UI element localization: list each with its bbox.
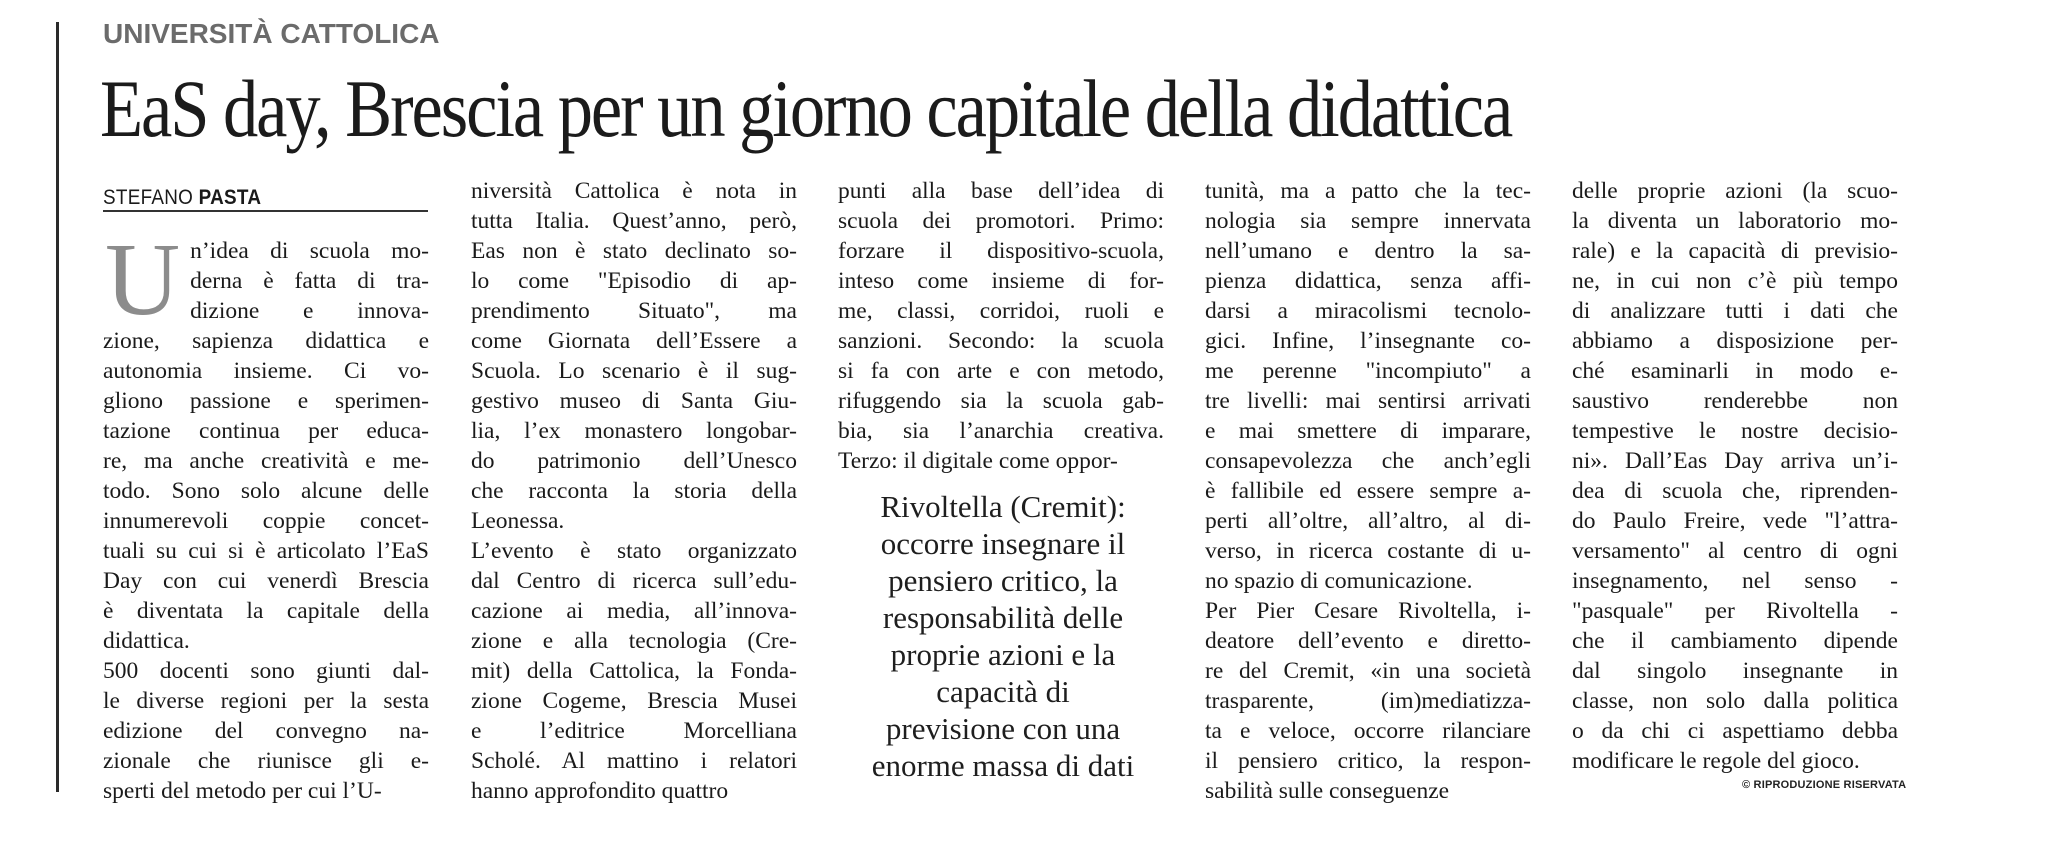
pull-quote-line: pensiero critico, la <box>888 563 1118 598</box>
text-line: ta e veloce, occorre rilanciare <box>1205 718 1531 744</box>
text-line: do patrimonio dell’Unesco <box>471 448 797 474</box>
text-line: re del Cremit, «in una società <box>1205 658 1531 684</box>
text-line: la diventa un laboratorio mo- <box>1572 208 1898 234</box>
article-column-1 <box>103 222 429 806</box>
byline-last-name: PASTA <box>198 186 262 209</box>
text-line: tre livelli: mai sentirsi arrivati <box>1205 388 1531 414</box>
text-line: è fallibile ed essere sempre a- <box>1205 478 1531 504</box>
text-line: e l’editrice Morcelliana <box>471 718 797 744</box>
text-line: ne, in cui non c’è più tempo <box>1572 268 1898 294</box>
text-line: verso, in ricerca costante di u- <box>1205 538 1531 564</box>
pull-quote-line: capacità di <box>936 674 1070 709</box>
text-line: edizione del convegno na- <box>103 718 429 744</box>
text-line: zione e alla tecnologia (Cre- <box>471 628 797 654</box>
text-line: dizione e innova- <box>190 298 429 324</box>
pull-quote-line: previsione con una <box>885 711 1121 746</box>
text-line: lia, l’ex monastero longobar- <box>471 418 797 444</box>
byline-first-name: STEFANO <box>103 186 194 209</box>
pull-quote-line: enorme massa di dati <box>871 748 1135 783</box>
text-line: no spazio di comunicazione. <box>1205 568 1473 594</box>
drop-cap: U <box>105 222 181 337</box>
text-line: lo come "Episodio di ap- <box>471 268 797 294</box>
pull-quote-line: Rivoltella (Cremit): <box>880 489 1126 524</box>
text-line: n’idea di scuola mo- <box>190 238 429 264</box>
text-line: e mai smettere di imparare, <box>1205 418 1531 444</box>
text-line: sanzioni. Secondo: la scuola <box>838 328 1164 354</box>
copyright-notice: © RIPRODUZIONE RISERVATA <box>1742 779 1907 791</box>
column-3-text <box>838 176 1164 476</box>
text-line: tazione continua per educa- <box>103 418 429 444</box>
text-line: L’evento è stato organizzato <box>471 538 797 564</box>
text-line: che il cambiamento dipende <box>1572 628 1898 654</box>
text-line: Per Pier Cesare Rivoltella, i- <box>1205 598 1531 624</box>
text-line: dal Centro di ricerca sull’edu- <box>471 568 797 594</box>
byline-underline <box>103 210 428 212</box>
text-line: zione, sapienza didattica e <box>103 328 429 354</box>
text-line: prendimento Situato", ma <box>471 298 797 324</box>
text-line: Leonessa. <box>471 508 565 534</box>
text-line: abbiamo a disposizione per- <box>1572 328 1898 354</box>
text-line: insegnamento, nel senso - <box>1572 568 1898 594</box>
text-line: le diverse regioni per la sesta <box>103 688 429 714</box>
article-headline: EaS day, Brescia per un giorno capitale della didattica <box>100 63 1512 154</box>
text-line: che racconta la storia della <box>471 478 797 504</box>
text-line: rifuggendo sia la scuola gab- <box>838 388 1164 414</box>
text-line: inteso come insieme di for- <box>838 268 1164 294</box>
text-line: tutta Italia. Quest’anno, però, <box>471 208 797 234</box>
pull-quote <box>838 488 1168 784</box>
column-4-text <box>1205 176 1531 806</box>
text-line: niversità Cattolica è nota in <box>471 178 797 204</box>
text-line: saustivo renderebbe non <box>1572 388 1898 414</box>
column-2-text <box>471 176 797 806</box>
text-line: versamento" al centro di ogni <box>1572 538 1898 564</box>
text-line: tempestive le nostre decisio- <box>1572 418 1898 444</box>
text-line: è diventata la capitale della <box>103 598 429 624</box>
text-line: modificare le regole del gioco. <box>1572 748 1860 774</box>
text-line: gestivo museo di Santa Giu- <box>471 388 797 414</box>
text-line: 500 docenti sono giunti dal- <box>103 658 429 684</box>
text-line: si fa con arte e con metodo, <box>838 358 1164 384</box>
text-line: todo. Sono solo alcune delle <box>103 478 429 504</box>
text-line: Day con cui venerdì Brescia <box>103 568 429 594</box>
pull-quote-line: responsabilità delle <box>882 600 1124 635</box>
text-line: come Giornata dell’Essere a <box>471 328 797 354</box>
text-line: gliono passione e sperimen- <box>103 388 429 414</box>
text-line: me, classi, corridoi, ruoli e <box>838 298 1164 324</box>
article-column-3 <box>838 176 1164 476</box>
text-line: autonomia insieme. Ci vo- <box>103 358 429 384</box>
section-kicker: UNIVERSITÀ CATTOLICA <box>103 18 440 49</box>
text-line: hanno approfondito quattro <box>471 778 729 804</box>
column-5-text <box>1572 176 1898 776</box>
text-line: delle proprie azioni (la scuo- <box>1572 178 1898 204</box>
text-line: sabilità sulle conseguenze <box>1205 778 1450 804</box>
text-line: do Paulo Freire, vede "l’attra- <box>1572 508 1898 534</box>
text-line: ni». Dall’Eas Day arriva un’i- <box>1572 448 1898 474</box>
text-line: deatore dell’evento e diretto- <box>1205 628 1531 654</box>
text-line: Terzo: il digitale come oppor- <box>838 448 1118 474</box>
text-line: tuali su cui si è articolato l’EaS <box>103 538 429 564</box>
text-line: o da chi ci aspettiamo debba <box>1572 718 1898 744</box>
text-line: Eas non è stato declinato so- <box>471 238 797 264</box>
text-line: nell’umano e dentro la sa- <box>1205 238 1531 264</box>
text-line: pienza didattica, senza affi- <box>1205 268 1531 294</box>
text-line: dal singolo insegnante in <box>1572 658 1898 684</box>
text-line: didattica. <box>103 628 190 654</box>
text-line: consapevolezza che anch’egli <box>1205 448 1531 474</box>
pull-quote-text <box>838 488 1168 784</box>
text-line: me perenne "incompiuto" a <box>1205 358 1531 384</box>
left-vertical-rule <box>56 22 59 792</box>
text-line: di analizzare tutti i dati che <box>1572 298 1898 324</box>
text-line: scuola dei promotori. Primo: <box>838 208 1164 234</box>
text-line: mit) della Cattolica, la Fonda- <box>471 658 797 684</box>
text-line: zionale che riunisce gli e- <box>103 748 429 774</box>
article-column-5 <box>1572 176 1898 776</box>
text-line: bia, sia l’anarchia creativa. <box>838 418 1164 444</box>
text-line: Scholé. Al mattino i relatori <box>471 748 797 774</box>
text-line: rale) e la capacità di previsio- <box>1572 238 1898 264</box>
text-line: Scuola. Lo scenario è il sug- <box>471 358 797 384</box>
text-line: nologia sia sempre innervata <box>1205 208 1531 234</box>
text-line: dea di scuola che, riprenden- <box>1572 478 1898 504</box>
text-line: zione Cogeme, Brescia Musei <box>471 688 797 714</box>
text-line: forzare il dispositivo-scuola, <box>838 238 1164 264</box>
byline <box>103 186 261 210</box>
text-line: punti alla base dell’idea di <box>838 178 1164 204</box>
text-line: sperti del metodo per cui l’U- <box>103 778 382 804</box>
text-line: il pensiero critico, la respon- <box>1205 748 1531 774</box>
text-line: perti all’oltre, all’altro, al di- <box>1205 508 1531 534</box>
article-column-2 <box>471 176 797 806</box>
text-line: classe, non solo dalla politica <box>1572 688 1898 714</box>
article-column-4 <box>1205 176 1531 806</box>
text-line: cazione ai media, all’innova- <box>471 598 797 624</box>
pull-quote-line: proprie azioni e la <box>890 637 1116 672</box>
pull-quote-line: occorre insegnare il <box>880 526 1126 561</box>
text-line: darsi a miracolismi tecnolo- <box>1205 298 1531 324</box>
text-line: derna è fatta di tra- <box>190 268 429 294</box>
text-line: gici. Infine, l’insegnante co- <box>1205 328 1531 354</box>
text-line: innumerevoli coppie concet- <box>103 508 429 534</box>
text-line: trasparente, (im)mediatizza- <box>1205 688 1531 714</box>
text-line: "pasquale" per Rivoltella - <box>1572 598 1898 624</box>
text-line: tunità, ma a patto che la tec- <box>1205 178 1531 204</box>
text-line: ché esaminarli in modo e- <box>1572 358 1898 384</box>
text-line: re, ma anche creatività e me- <box>103 448 429 474</box>
